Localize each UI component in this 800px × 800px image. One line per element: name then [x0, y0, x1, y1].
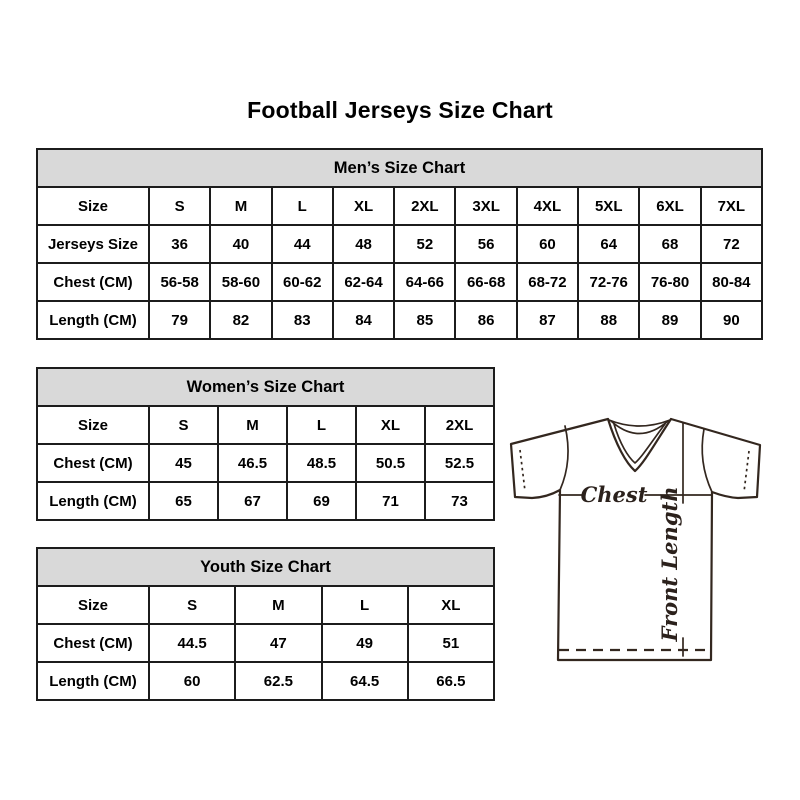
- left-cuff-dotted-seam: [520, 450, 525, 491]
- youth-cell: 44.5: [149, 624, 235, 662]
- youth-row-label: Size: [37, 586, 149, 624]
- womens-cell: 2XL: [425, 406, 494, 444]
- mens-size-table: [36, 148, 763, 340]
- youth-row-label: Chest (CM): [37, 624, 149, 662]
- mens-cell: 68-72: [517, 263, 578, 301]
- mens-cell: 2XL: [394, 187, 455, 225]
- mens-row-label: Length (CM): [37, 301, 149, 339]
- mens-cell: 88: [578, 301, 639, 339]
- youth-cell: 66.5: [408, 662, 494, 700]
- youth-cell: L: [322, 586, 408, 624]
- youth-cell: M: [235, 586, 321, 624]
- womens-row-label: Size: [37, 406, 149, 444]
- collar-arc-outer: [609, 420, 670, 426]
- mens-cell: 86: [455, 301, 516, 339]
- womens-table-row: [37, 406, 494, 444]
- youth-cell: XL: [408, 586, 494, 624]
- mens-cell: 90: [701, 301, 762, 339]
- mens-cell: L: [272, 187, 333, 225]
- womens-cell: 48.5: [287, 444, 356, 482]
- mens-table-row: [37, 225, 762, 263]
- youth-table-title: Youth Size Chart: [37, 548, 494, 586]
- mens-cell: 40: [210, 225, 271, 263]
- mens-cell: 68: [639, 225, 700, 263]
- mens-cell: 7XL: [701, 187, 762, 225]
- womens-cell: L: [287, 406, 356, 444]
- mens-cell: 62-64: [333, 263, 394, 301]
- left-sleeve-seam: [560, 426, 568, 490]
- mens-cell: 84: [333, 301, 394, 339]
- mens-cell: 5XL: [578, 187, 639, 225]
- mens-cell: 48: [333, 225, 394, 263]
- mens-cell: 60-62: [272, 263, 333, 301]
- youth-cell: 60: [149, 662, 235, 700]
- youth-cell: 49: [322, 624, 408, 662]
- youth-table-row: [37, 586, 494, 624]
- youth-size-table: [36, 547, 495, 701]
- mens-cell: 79: [149, 301, 210, 339]
- youth-cell: S: [149, 586, 235, 624]
- womens-cell: 65: [149, 482, 218, 520]
- mens-cell: 3XL: [455, 187, 516, 225]
- womens-table-title: Women’s Size Chart: [37, 368, 494, 406]
- womens-cell: M: [218, 406, 287, 444]
- mens-cell: 52: [394, 225, 455, 263]
- page-title: Football Jerseys Size Chart: [247, 97, 553, 123]
- youth-table-row: [37, 624, 494, 662]
- mens-table-title: Men’s Size Chart: [37, 149, 762, 187]
- chest-label: Chest: [580, 482, 648, 507]
- mens-cell: 60: [517, 225, 578, 263]
- mens-cell: 58-60: [210, 263, 271, 301]
- womens-cell: 52.5: [425, 444, 494, 482]
- womens-cell: 45: [149, 444, 218, 482]
- mens-cell: 64-66: [394, 263, 455, 301]
- mens-cell: 89: [639, 301, 700, 339]
- jersey-illustration: [501, 410, 773, 668]
- mens-cell: 82: [210, 301, 271, 339]
- mens-cell: 80-84: [701, 263, 762, 301]
- womens-size-table: [36, 367, 495, 521]
- jersey-outline: [511, 419, 760, 660]
- front-length-label: Front Length: [657, 486, 682, 642]
- mens-table-row: [37, 187, 762, 225]
- mens-cell: 4XL: [517, 187, 578, 225]
- right-sleeve-seam: [702, 429, 712, 492]
- mens-cell: 72: [701, 225, 762, 263]
- womens-cell: S: [149, 406, 218, 444]
- womens-cell: 73: [425, 482, 494, 520]
- mens-cell: 76-80: [639, 263, 700, 301]
- mens-cell: 72-76: [578, 263, 639, 301]
- womens-cell: 71: [356, 482, 425, 520]
- mens-row-label: Size: [37, 187, 149, 225]
- womens-table-row: [37, 482, 494, 520]
- mens-cell: M: [210, 187, 271, 225]
- mens-cell: 44: [272, 225, 333, 263]
- mens-cell: 6XL: [639, 187, 700, 225]
- womens-cell: 46.5: [218, 444, 287, 482]
- womens-cell: XL: [356, 406, 425, 444]
- mens-table-row: [37, 263, 762, 301]
- womens-table-row: [37, 444, 494, 482]
- mens-cell: 64: [578, 225, 639, 263]
- youth-cell: 62.5: [235, 662, 321, 700]
- mens-cell: 87: [517, 301, 578, 339]
- womens-cell: 50.5: [356, 444, 425, 482]
- mens-cell: 85: [394, 301, 455, 339]
- youth-cell: 64.5: [322, 662, 408, 700]
- womens-cell: 67: [218, 482, 287, 520]
- vneck-inner: [614, 424, 665, 463]
- mens-cell: S: [149, 187, 210, 225]
- mens-table-row: [37, 301, 762, 339]
- womens-row-label: Length (CM): [37, 482, 149, 520]
- youth-row-label: Length (CM): [37, 662, 149, 700]
- mens-cell: 56: [455, 225, 516, 263]
- jersey-measurement-diagram: [501, 410, 773, 668]
- womens-cell: 69: [287, 482, 356, 520]
- mens-cell: 36: [149, 225, 210, 263]
- womens-row-label: Chest (CM): [37, 444, 149, 482]
- mens-row-label: Chest (CM): [37, 263, 149, 301]
- right-cuff-dotted-seam: [744, 451, 749, 492]
- youth-cell: 47: [235, 624, 321, 662]
- mens-cell: XL: [333, 187, 394, 225]
- mens-cell: 56-58: [149, 263, 210, 301]
- youth-table-row: [37, 662, 494, 700]
- mens-row-label: Jerseys Size: [37, 225, 149, 263]
- mens-cell: 66-68: [455, 263, 516, 301]
- youth-cell: 51: [408, 624, 494, 662]
- mens-cell: 83: [272, 301, 333, 339]
